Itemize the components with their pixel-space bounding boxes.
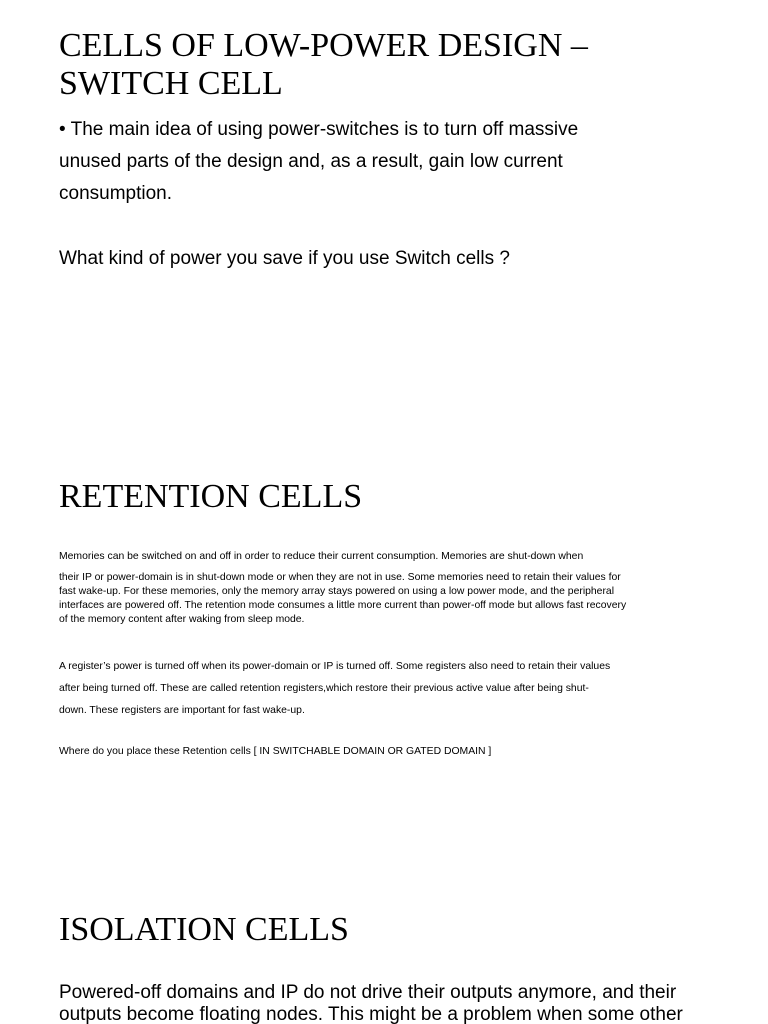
isolation-cells-title: ISOLATION CELLS [59,911,349,948]
retention-registers-line-2: after being turned off. These are called retention registers,which restore their previous active value after being shut- [59,683,589,694]
switch-cell-title-line-1: CELLS OF LOW-POWER DESIGN – [59,27,588,64]
switch-cell-title [59,27,588,103]
retention-memories-line-4: interfaces are powered off. The retention mode consumes a little more current than power-off mode but allows fast recovery [59,600,627,611]
retention-memories-paragraph [59,550,626,627]
retention-memories-line-5: of the memory content after waking from sleep mode. [59,614,305,625]
retention-cells-title: RETENTION CELLS [59,478,363,515]
switch-cell-paragraph [59,114,578,210]
switch-cell-paragraph-line-3: consumption. [59,183,173,204]
retention-registers-paragraph [59,656,610,722]
switch-cell-title-line-2: SWITCH CELL [59,65,283,102]
bullet-glyph: • [59,119,66,140]
isolation-paragraph-line-2: outputs become floating nodes. This might be a problem when some other [59,1004,683,1024]
retention-memories-line-2: their IP or power-domain is in shut-down mode or when they are not in use. Some memories need to retain their values for [59,572,621,583]
retention-registers-line-3: down. These registers are important for fast wake-up. [59,705,305,716]
switch-cell-paragraph-line-2: unused parts of the design and, as a result, gain low current [59,151,563,172]
retention-question: Where do you place these Retention cells [ IN SWITCHABLE DOMAIN OR GATED DOMAIN ] [59,746,492,757]
switch-cell-paragraph-line-1: The main idea of using power-switches is to turn off massive [70,119,579,140]
retention-registers-line-1: A register’s power is turned off when its power-domain or IP is turned off. Some registers also need to retain their values [59,661,611,672]
retention-memories-line-3: fast wake-up. For these memories, only the memory array stays powered on using a low power mode, and the peripheral [59,586,615,597]
isolation-paragraph-line-1: Powered-off domains and IP do not drive their outputs anymore, and their [59,982,677,1003]
isolation-paragraph [59,982,683,1024]
retention-memories-line-1: Memories can be switched on and off in order to reduce their current consumption. Memories are shut-down when [59,551,584,562]
switch-cell-question: What kind of power you save if you use Switch cells ? [59,248,510,269]
